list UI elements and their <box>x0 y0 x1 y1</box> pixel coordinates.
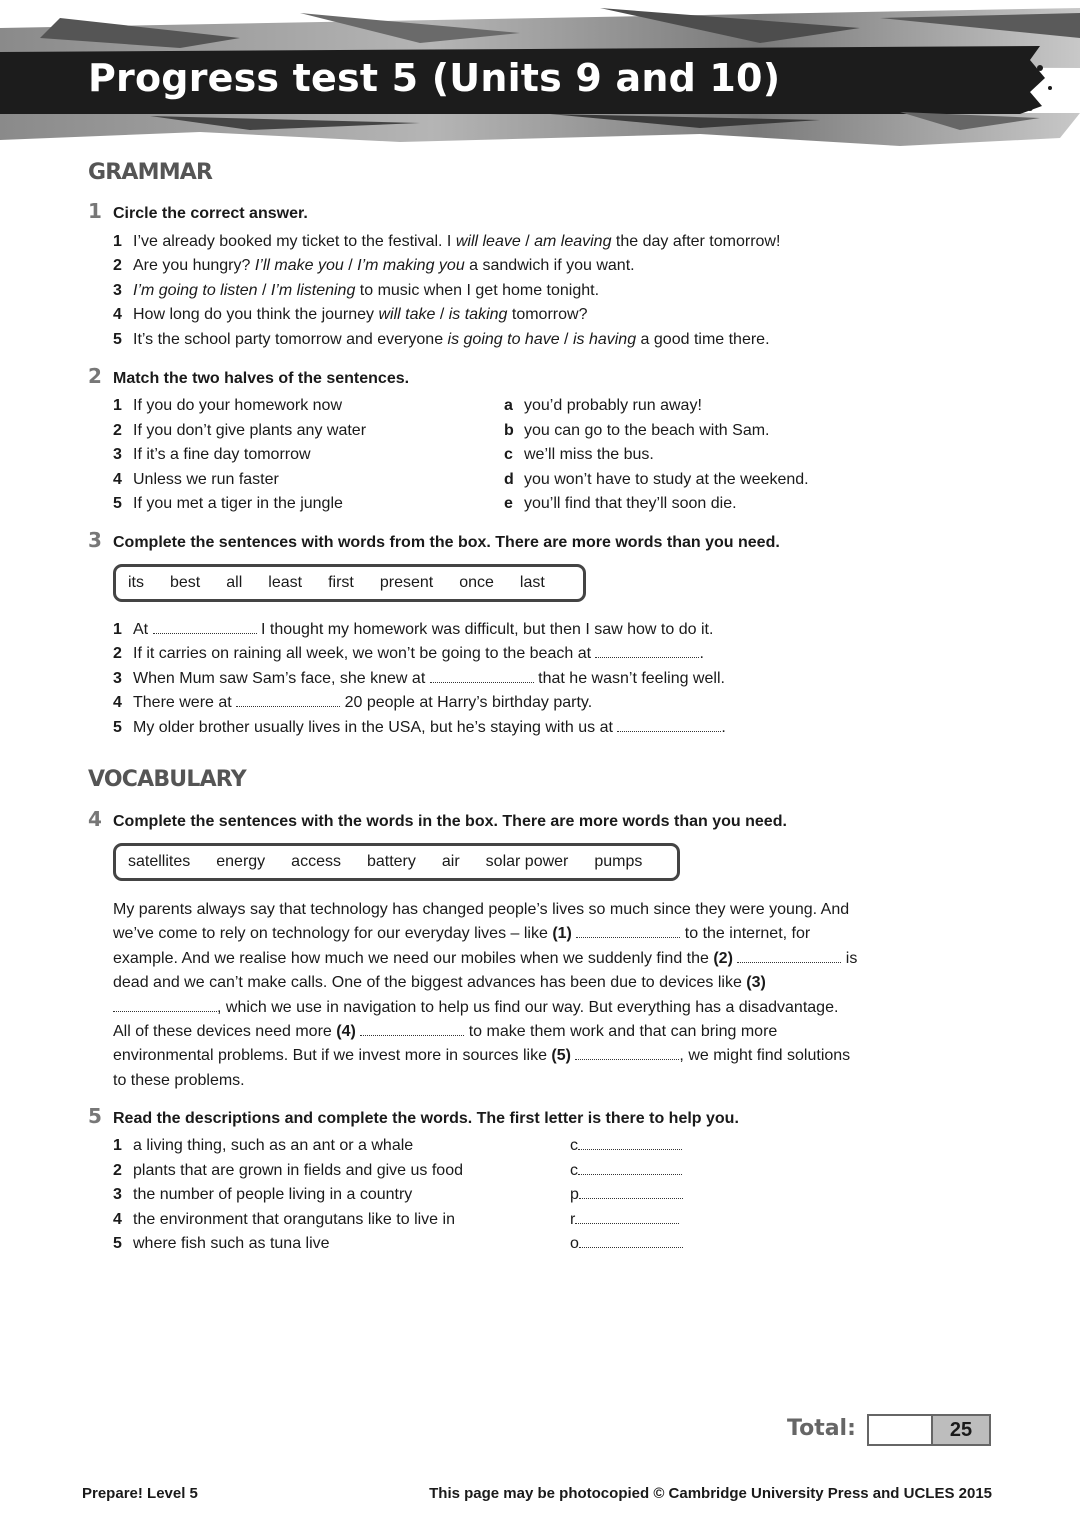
exercise-1-item <box>113 282 599 300</box>
word-prompt <box>570 1235 683 1253</box>
item-letter: a <box>504 397 513 414</box>
max-score: 25 <box>933 1416 989 1444</box>
gap-number: (3) <box>746 974 766 992</box>
item-text: 20 people at Harry’s birthday party. <box>340 694 593 711</box>
option-separator: / <box>520 233 535 250</box>
score-input[interactable] <box>869 1416 933 1444</box>
answer-blank[interactable] <box>153 621 257 634</box>
sentence-start <box>113 471 279 489</box>
item-letter: b <box>504 422 514 439</box>
item-text: to music when I get home tonight. <box>355 282 600 299</box>
gap-number: (1) <box>552 925 572 943</box>
word: its <box>128 574 144 591</box>
item-number: 3 <box>113 1186 122 1203</box>
instruction-text: Complete the sentences with words from the box. There are more words than you need. <box>113 534 780 551</box>
cloze-paragraph <box>113 898 858 1093</box>
item-text: There were at <box>133 694 237 711</box>
sentence-start <box>113 495 343 513</box>
item-letter: d <box>504 471 514 488</box>
item-text: My older brother usually lives in the USA, but he’s staying with us at <box>133 719 618 736</box>
answer-blank[interactable] <box>578 1137 682 1150</box>
description <box>113 1162 463 1180</box>
word: best <box>170 574 201 591</box>
item-text: When Mum saw Sam’s face, she knew at <box>133 670 430 687</box>
item-text: . <box>699 645 704 662</box>
exercise-3-instruction <box>88 528 780 552</box>
exercise-5-instruction <box>88 1104 739 1128</box>
answer-blank[interactable] <box>579 1186 683 1199</box>
item-number: 2 <box>113 1162 122 1179</box>
item-number: 2 <box>113 645 122 662</box>
item-text: It’s the school party tomorrow and everyone <box>133 331 448 348</box>
option-separator: / <box>559 331 573 348</box>
word-box <box>113 843 680 881</box>
item-number: 3 <box>113 282 122 299</box>
option-2[interactable]: is having <box>572 331 637 348</box>
answer-blank[interactable] <box>576 925 680 938</box>
answer-blank[interactable] <box>575 1047 679 1060</box>
item-text: I’ve already booked my ticket to the festival. I <box>133 233 456 250</box>
exercise-number: 1 <box>88 199 102 223</box>
instruction-text: Read the descriptions and complete the words. The first letter is there to help you. <box>113 1110 739 1127</box>
word: pumps <box>594 853 643 870</box>
item-number: 2 <box>113 257 122 274</box>
answer-blank[interactable] <box>579 1235 683 1248</box>
word: satellites <box>128 853 191 870</box>
item-text: you can go to the beach with Sam. <box>524 422 770 439</box>
description <box>113 1137 413 1155</box>
answer-blank[interactable] <box>360 1023 464 1036</box>
item-text: you’ll find that they’ll soon die. <box>524 495 737 512</box>
item-text: we’ll miss the bus. <box>524 446 654 463</box>
item-text: . <box>721 719 726 736</box>
item-number: 1 <box>113 233 122 250</box>
exercise-3-item <box>113 719 726 737</box>
instruction-text: Circle the correct answer. <box>113 205 308 222</box>
item-text: a sandwich if you want. <box>464 257 635 274</box>
item-text: If it’s a fine day tomorrow <box>133 446 311 463</box>
word: present <box>379 574 434 591</box>
item-text: I thought my homework was difficult, but then I saw how to do it. <box>256 621 714 638</box>
word-prompt <box>570 1137 682 1155</box>
option-2[interactable]: am leaving <box>534 233 612 250</box>
answer-blank[interactable] <box>113 999 217 1012</box>
word: battery <box>366 853 416 870</box>
instruction-text: Match the two halves of the sentences. <box>113 370 410 387</box>
item-text: If it carries on raining all week, we won’t be going to the beach at <box>133 645 596 662</box>
item-text: a living thing, such as an ant or a whale <box>133 1137 414 1154</box>
answer-blank[interactable] <box>617 719 721 732</box>
first-letter: o <box>570 1235 579 1252</box>
exercise-3-item <box>113 670 725 688</box>
item-letter: e <box>504 495 513 512</box>
exercise-number: 4 <box>88 807 102 831</box>
paragraph-text: to make them work and that can bring more environmental problems. But if we invest more in sources like <box>113 1023 778 1065</box>
word-prompt <box>570 1211 679 1229</box>
exercise-4-instruction <box>88 807 787 831</box>
sentence-end <box>504 495 737 513</box>
word: air <box>441 853 460 870</box>
item-text: At <box>133 621 153 638</box>
word-prompt <box>570 1162 682 1180</box>
answer-blank[interactable] <box>430 670 534 683</box>
item-number: 4 <box>113 694 122 711</box>
exercise-3-item <box>113 621 713 639</box>
paragraph-text: My parents always say that technology has changed people’s lives so much since they were young. And we’ve come to rely on technology for our everyday lives – like <box>113 901 850 943</box>
item-text: where fish such as tuna live <box>133 1235 330 1252</box>
item-text: the environment that orangutans like to live in <box>133 1211 455 1228</box>
word: access <box>291 853 341 870</box>
footer-book-title: Prepare! Level 5 <box>82 1485 198 1502</box>
item-number: 1 <box>113 397 122 414</box>
item-number: 3 <box>113 670 122 687</box>
paragraph-text: , which we use in navigation to help us find our way. But everything has a disadvantage. All of these devices need more <box>113 998 839 1041</box>
exercise-2-instruction <box>88 364 409 388</box>
item-number: 5 <box>113 495 122 512</box>
first-letter: r <box>570 1211 576 1228</box>
exercise-number: 3 <box>88 528 102 552</box>
option-separator: / <box>343 257 358 274</box>
description <box>113 1186 412 1204</box>
item-text: Are you hungry? <box>133 257 255 274</box>
sentence-end <box>504 422 769 440</box>
item-text: If you met a tiger in the jungle <box>133 495 343 512</box>
item-text: a good time there. <box>636 331 770 348</box>
option-separator: / <box>257 282 271 299</box>
item-number: 5 <box>113 719 122 736</box>
gap-number: (4) <box>336 1023 356 1041</box>
paragraph-text: , we might find solutions to these problems. <box>113 1047 851 1089</box>
option-2[interactable]: I’m making you <box>357 257 465 274</box>
option-separator: / <box>435 306 449 323</box>
item-number: 3 <box>113 446 122 463</box>
gap-number: (5) <box>551 1047 571 1065</box>
sentence-end <box>504 471 809 489</box>
total-score-box <box>867 1414 991 1446</box>
exercise-3-item <box>113 694 592 712</box>
answer-blank[interactable] <box>575 1211 679 1224</box>
word: solar power <box>485 853 569 870</box>
item-text: the day after tomorrow! <box>611 233 781 250</box>
answer-blank[interactable] <box>737 950 841 963</box>
item-number: 2 <box>113 422 122 439</box>
page-title: Progress test 5 (Units 9 and 10) <box>88 56 781 100</box>
gap-number: (2) <box>713 949 733 967</box>
exercise-1-item <box>113 331 770 349</box>
answer-blank[interactable] <box>236 694 340 707</box>
word: first <box>328 574 354 591</box>
item-number: 1 <box>113 1137 122 1154</box>
sentence-start <box>113 397 342 415</box>
answer-blank[interactable] <box>595 645 699 658</box>
word: all <box>226 574 243 591</box>
total-label: Total: <box>787 1416 856 1441</box>
exercise-1-instruction <box>88 199 308 223</box>
footer-copyright: This page may be photocopied © Cambridge University Press and UCLES 2015 <box>429 1485 992 1502</box>
item-text: that he wasn’t feeling well. <box>533 670 725 687</box>
first-letter: c <box>570 1137 578 1154</box>
first-letter: c <box>570 1162 578 1179</box>
word: least <box>268 574 303 591</box>
exercise-1-item <box>113 306 587 324</box>
item-number: 4 <box>113 306 122 323</box>
first-letter: p <box>570 1186 579 1203</box>
item-text: plants that are grown in fields and give us food <box>133 1162 463 1179</box>
item-text: If you do your homework now <box>133 397 342 414</box>
item-text: you won’t have to study at the weekend. <box>524 471 809 488</box>
exercise-1-item <box>113 257 635 275</box>
option-1[interactable]: I’m going to listen <box>133 282 258 299</box>
item-number: 4 <box>113 471 122 488</box>
section-heading-grammar: GRAMMAR <box>88 160 213 185</box>
item-number: 5 <box>113 1235 122 1252</box>
option-1[interactable]: will take <box>378 306 436 323</box>
item-text: Unless we run faster <box>133 471 279 488</box>
word: energy <box>216 853 266 870</box>
item-text: How long do you think the journey <box>133 306 379 323</box>
instruction-text: Complete the sentences with the words in the box. There are more words than you need. <box>113 813 787 830</box>
section-heading-vocabulary: VOCABULARY <box>88 767 246 792</box>
option-1[interactable]: will leave <box>455 233 521 250</box>
exercise-number: 5 <box>88 1104 102 1128</box>
word: last <box>519 574 545 591</box>
item-text: the number of people living in a country <box>133 1186 413 1203</box>
item-number: 5 <box>113 331 122 348</box>
option-1[interactable]: is going to have <box>447 331 560 348</box>
item-letter: c <box>504 446 513 463</box>
option-2[interactable]: is taking <box>448 306 508 323</box>
exercise-number: 2 <box>88 364 102 388</box>
description <box>113 1235 330 1253</box>
word-prompt <box>570 1186 683 1204</box>
item-text: you’d probably run away! <box>524 397 702 414</box>
option-2[interactable]: I’m listening <box>270 282 356 299</box>
item-text: If you don’t give plants any water <box>133 422 367 439</box>
sentence-end <box>504 397 702 415</box>
answer-blank[interactable] <box>578 1162 682 1175</box>
paragraph-text: is dead and we can’t make calls. One of the biggest advances has been due to devices like <box>113 949 858 992</box>
sentence-start <box>113 446 311 464</box>
item-number: 4 <box>113 1211 122 1228</box>
item-text: tomorrow? <box>507 306 588 323</box>
paragraph-text: to the internet, for example. And we realise how much we need our mobiles when we suddenly find the <box>113 925 811 967</box>
option-1[interactable]: I’ll make you <box>254 257 344 274</box>
exercise-1-item <box>113 233 780 251</box>
exercise-3-item <box>113 645 704 663</box>
sentence-end <box>504 446 654 464</box>
word-box <box>113 564 586 602</box>
description <box>113 1211 455 1229</box>
item-number: 1 <box>113 621 122 638</box>
sentence-start <box>113 422 366 440</box>
word: once <box>459 574 494 591</box>
